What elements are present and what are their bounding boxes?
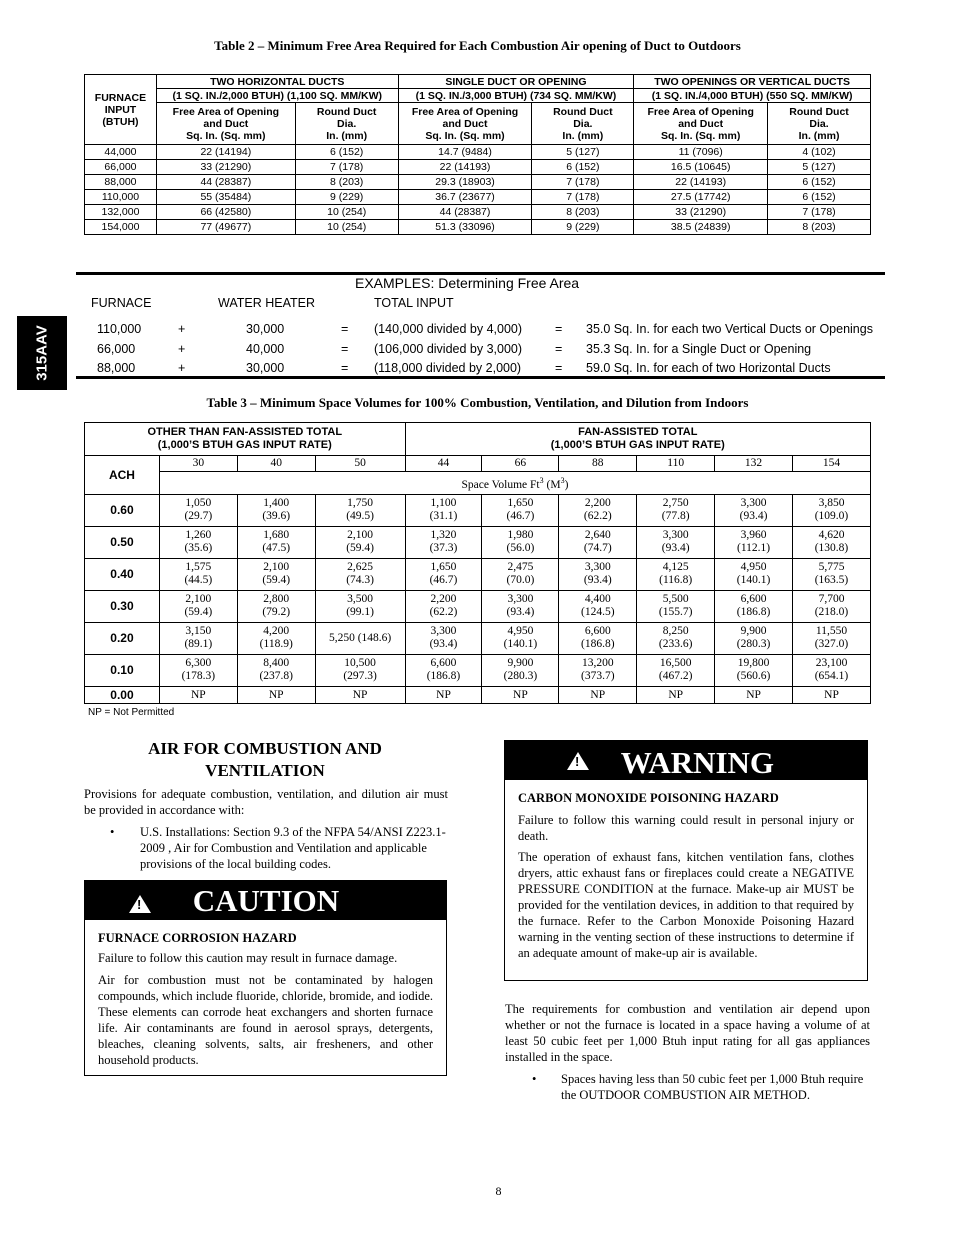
example-water-heater: 30,000 xyxy=(246,361,285,375)
volume-cell: 1,320 (37.3) xyxy=(405,526,482,558)
table3-header-other: OTHER THAN FAN-ASSISTED TOTAL (1,000’S BTUH GAS INPUT RATE) xyxy=(85,423,406,456)
round-duct-col-header: Round Duct Dia. In. (mm) xyxy=(768,103,871,145)
volume-cell: 1,650 (46.7) xyxy=(482,494,559,526)
example-plus: + xyxy=(178,341,186,356)
example-calc: (140,000 divided by 4,000) xyxy=(374,322,523,336)
table-cell: 44 (28387) xyxy=(398,205,532,220)
table-cell: 5 (127) xyxy=(532,145,634,160)
volume-cell: 2,200 (62.2) xyxy=(405,590,482,622)
example-result: 59.0 Sq. In. for each of two Horizontal Ducts xyxy=(586,361,831,375)
ach-value: 0.60 xyxy=(85,494,160,526)
table-cell: 7 (178) xyxy=(532,190,634,205)
example-water-heater: 30,000 xyxy=(246,322,285,336)
volume-cell: 16,500 (467.2) xyxy=(637,654,715,686)
volume-cell: 6,600 (186.8) xyxy=(559,622,637,654)
volume-cell: 4,950 (140.1) xyxy=(482,622,559,654)
volume-cell: NP xyxy=(793,686,871,703)
table-cell: 10 (254) xyxy=(295,205,398,220)
example-result: 35.3 Sq. In. for a Single Duct or Opening xyxy=(586,341,812,356)
volume-cell: 2,640 (74.7) xyxy=(559,526,637,558)
table-cell: 22 (14193) xyxy=(398,160,532,175)
volume-cell: 4,400 (124.5) xyxy=(559,590,637,622)
table-cell: 7 (178) xyxy=(768,205,871,220)
table-row xyxy=(85,190,871,205)
volume-cell: NP xyxy=(405,686,482,703)
input-rate-header: 154 xyxy=(793,456,871,472)
example-furnace: 88,000 xyxy=(97,361,136,375)
group-subtitle-horizontal: (1 SQ. IN./2,000 BTUH) (1,100 SQ. MM/KW) xyxy=(156,89,398,103)
table3-caption: Table 3 – Minimum Space Volumes for 100% Combustion, Ventilation, and Dilution from Indoors xyxy=(206,395,749,410)
input-rate-header: 132 xyxy=(715,456,793,472)
ach-header: ACH xyxy=(85,456,160,495)
ach-value: 0.40 xyxy=(85,558,160,590)
volume-cell: 8,400 (237.8) xyxy=(237,654,315,686)
caution-p2: Air for combustion must not be contaminated by halogen compounds, which include fluoride, chloride, bromide, and iodide. These elements can corrode heat exchangers and shorten furnace life. Air contaminants are found in aerosol sprays, detergents, bleaches, cleaning solvents, salts, air fresheners, and other household products. xyxy=(98,973,433,1067)
free-area-col-header: Free Area of Opening and Duct Sq. In. (Sq. mm) xyxy=(156,103,295,145)
volume-cell: 3,960 (112.1) xyxy=(715,526,793,558)
table-cell: 5 (127) xyxy=(768,160,871,175)
group-title-single: SINGLE DUCT OR OPENING xyxy=(398,75,634,89)
table-cell: 38.5 (24839) xyxy=(634,220,768,235)
ach-value: 0.10 xyxy=(85,654,160,686)
volume-cell: 4,620 (130.8) xyxy=(793,526,871,558)
table-cell: 6 (152) xyxy=(532,160,634,175)
table-row xyxy=(85,220,871,235)
requirements-bullet: • xyxy=(532,1072,537,1086)
volume-cell: 19,800 (560.6) xyxy=(715,654,793,686)
examples-bottom-rule xyxy=(76,376,885,379)
volume-cell: 5,775 (163.5) xyxy=(793,558,871,590)
volume-cell: 6,300 (178.3) xyxy=(159,654,237,686)
table3-header-fan-assisted: FAN-ASSISTED TOTAL (1,000’S BTUH GAS INPUT RATE) xyxy=(405,423,870,456)
table-cell: 36.7 (23677) xyxy=(398,190,532,205)
warning-p2: The operation of exhaust fans, kitchen ventilation fans, clothes dryers, attic exhaust fans or fireplaces could create a NEGATIVE PRESSURE CONDITION at the furnace. Make-up air MUST be provided for the ventilation devices, in addition to that required by the furnace. Refer to the Carbon Monoxide Poisoning Hazard warning in the venting section of these instructions to determine if an adequate amount of make-up air is available. xyxy=(518,850,854,960)
volume-cell: 2,750 (77.8) xyxy=(637,494,715,526)
table-cell: 7 (178) xyxy=(295,160,398,175)
input-rate-header: 50 xyxy=(315,456,405,472)
table2 xyxy=(84,74,871,235)
volume-cell: NP xyxy=(159,686,237,703)
volume-cell: NP xyxy=(637,686,715,703)
volume-cell: 3,150 (89.1) xyxy=(159,622,237,654)
volume-cell: 2,800 (79.2) xyxy=(237,590,315,622)
ach-value: 0.50 xyxy=(85,526,160,558)
volume-cell: 1,100 (31.1) xyxy=(405,494,482,526)
table-cell: 6 (152) xyxy=(295,145,398,160)
table-row xyxy=(85,654,871,686)
furnace-input-cell: 154,000 xyxy=(85,220,157,235)
volume-cell: 2,100 (59.4) xyxy=(315,526,405,558)
volume-cell: 1,680 (47.5) xyxy=(237,526,315,558)
examples-header-total-input: TOTAL INPUT xyxy=(374,296,454,310)
caution-title: CAUTION xyxy=(192,883,340,918)
example-plus: + xyxy=(178,322,186,336)
example-eq2: = xyxy=(555,361,563,375)
table-row xyxy=(85,145,871,160)
volume-cell: 3,500 (99.1) xyxy=(315,590,405,622)
table-cell: 9 (229) xyxy=(532,220,634,235)
volume-cell: 23,100 (654.1) xyxy=(793,654,871,686)
furnace-input-cell: 66,000 xyxy=(85,160,157,175)
example-eq: = xyxy=(341,361,349,375)
furnace-input-cell: 44,000 xyxy=(85,145,157,160)
furnace-input-header: FURNACE INPUT (BTUH) xyxy=(85,75,157,145)
table2-caption: Table 2 – Minimum Free Area Required for Each Combustion Air opening of Duct to Outdoors xyxy=(214,38,741,53)
table-cell: 9 (229) xyxy=(295,190,398,205)
volume-cell: 3,850 (109.0) xyxy=(793,494,871,526)
volume-cell: 1,650 (46.7) xyxy=(405,558,482,590)
volume-cell: 1,260 (35.6) xyxy=(159,526,237,558)
ach-value: 0.20 xyxy=(85,622,160,654)
volume-cell: 9,900 (280.3) xyxy=(715,622,793,654)
volume-cell: 2,100 (59.4) xyxy=(159,590,237,622)
volume-cell: 4,125 (116.8) xyxy=(637,558,715,590)
table-row xyxy=(85,526,871,558)
example-eq2: = xyxy=(555,322,563,336)
example-result: 35.0 Sq. In. for each two Vertical Ducts or Openings xyxy=(586,322,873,336)
volume-cell: 2,475 (70.0) xyxy=(482,558,559,590)
example-eq: = xyxy=(341,322,349,336)
input-rate-header: 40 xyxy=(237,456,315,472)
furnace-input-cell: 110,000 xyxy=(85,190,157,205)
table-cell: 6 (152) xyxy=(768,175,871,190)
air-section-heading: AIR FOR COMBUSTION AND VENTILATION xyxy=(148,739,382,780)
table-row xyxy=(85,160,871,175)
ach-value: 0.30 xyxy=(85,590,160,622)
table-cell: 44 (28387) xyxy=(156,175,295,190)
input-rate-header: 30 xyxy=(159,456,237,472)
examples-header-water-heater: WATER HEATER xyxy=(218,296,315,310)
table-row xyxy=(85,175,871,190)
table-cell: 4 (102) xyxy=(768,145,871,160)
table-cell: 8 (203) xyxy=(768,220,871,235)
table3 xyxy=(84,422,871,704)
table-cell: 66 (42580) xyxy=(156,205,295,220)
table-cell: 16.5 (10645) xyxy=(634,160,768,175)
table-cell: 22 (14193) xyxy=(634,175,768,190)
round-duct-col-header: Round Duct Dia. In. (mm) xyxy=(295,103,398,145)
volume-cell: NP xyxy=(559,686,637,703)
table-cell: 77 (49677) xyxy=(156,220,295,235)
warning-bar xyxy=(505,741,867,780)
ach-value: 0.00 xyxy=(85,686,160,703)
group-title-horizontal: TWO HORIZONTAL DUCTS xyxy=(156,75,398,89)
requirements-text: The requirements for combustion and ventilation air depend upon whether or not the furnace is located in a space having a volume of at least 50 cubic feet per 1,000 Btuh input rating for all gas appliances installed in the space. xyxy=(505,1002,870,1064)
input-rate-header: 44 xyxy=(405,456,482,472)
table-cell: 33 (21290) xyxy=(634,205,768,220)
volume-cell: 6,600 (186.8) xyxy=(715,590,793,622)
table-cell: 14.7 (9484) xyxy=(398,145,532,160)
example-eq2: = xyxy=(555,341,563,356)
caution-p1: Failure to follow this caution may result in furnace damage. xyxy=(98,951,398,965)
table-row xyxy=(85,558,871,590)
caution-hazard: FURNACE CORROSION HAZARD xyxy=(98,931,297,945)
volume-cell: 11,550 (327.0) xyxy=(793,622,871,654)
input-rate-header: 88 xyxy=(559,456,637,472)
group-subtitle-single: (1 SQ. IN./3,000 BTUH) (734 SQ. MM/KW) xyxy=(398,89,634,103)
volume-cell: 1,980 (56.0) xyxy=(482,526,559,558)
caution-box xyxy=(84,880,447,1076)
volume-cell: 13,200 (373.7) xyxy=(559,654,637,686)
table-row xyxy=(85,494,871,526)
warning-box xyxy=(504,740,868,981)
example-furnace: 110,000 xyxy=(97,322,142,336)
volume-cell: 3,300 (93.4) xyxy=(715,494,793,526)
example-calc: (118,000 divided by 2,000) xyxy=(374,361,522,375)
table-cell: 33 (21290) xyxy=(156,160,295,175)
table-cell: 27.5 (17742) xyxy=(634,190,768,205)
table-cell: 55 (35484) xyxy=(156,190,295,205)
round-duct-col-header: Round Duct Dia. In. (mm) xyxy=(532,103,634,145)
volume-cell: 1,750 (49.5) xyxy=(315,494,405,526)
warning-title: WARNING xyxy=(620,745,775,780)
example-calc: (106,000 divided by 3,000) xyxy=(374,341,523,356)
volume-cell: 6,600 (186.8) xyxy=(405,654,482,686)
table-cell: 11 (7096) xyxy=(634,145,768,160)
example-eq: = xyxy=(341,341,349,356)
table-row xyxy=(85,622,871,654)
volume-cell: 5,250 (148.6) xyxy=(315,622,405,654)
warning-hazard: CARBON MONOXIDE POISONING HAZARD xyxy=(518,791,779,805)
alert-triangle-icon: ! xyxy=(129,895,151,913)
air-section-bullet: • xyxy=(110,825,115,839)
example-plus: + xyxy=(178,361,186,375)
volume-cell: 2,100 (59.4) xyxy=(237,558,315,590)
volume-cell: 2,200 (62.2) xyxy=(559,494,637,526)
space-volume-label: Space Volume Ft$^3$ $(M^3)$ xyxy=(159,472,870,495)
volume-cell: NP xyxy=(482,686,559,703)
model-side-tab: 315AAV xyxy=(17,316,67,390)
volume-cell: NP xyxy=(237,686,315,703)
alert-triangle-icon: ! xyxy=(567,752,589,770)
group-subtitle-vertical: (1 SQ. IN./4,000 BTUH) (550 SQ. MM/KW) xyxy=(634,89,871,103)
volume-cell: 1,400 (39.6) xyxy=(237,494,315,526)
volume-cell: 5,500 (155.7) xyxy=(637,590,715,622)
warning-p1: Failure to follow this warning could result in personal injury or death. xyxy=(518,813,854,843)
furnace-input-cell: 132,000 xyxy=(85,205,157,220)
free-area-col-header: Free Area of Opening and Duct Sq. In. (Sq. mm) xyxy=(398,103,532,145)
volume-cell: 3,300 (93.4) xyxy=(405,622,482,654)
input-rate-header: 110 xyxy=(637,456,715,472)
volume-cell: 4,950 (140.1) xyxy=(715,558,793,590)
examples-header-furnace: FURNACE xyxy=(91,296,152,310)
group-title-vertical: TWO OPENINGS OR VERTICAL DUCTS xyxy=(634,75,871,89)
input-rate-header: 66 xyxy=(482,456,559,472)
table-cell: 6 (152) xyxy=(768,190,871,205)
volume-cell: 1,050 (29.7) xyxy=(159,494,237,526)
table-cell: 10 (254) xyxy=(295,220,398,235)
caution-bar xyxy=(85,881,446,920)
table-cell: 51.3 (33096) xyxy=(398,220,532,235)
table-cell: 8 (203) xyxy=(532,205,634,220)
volume-cell: NP xyxy=(715,686,793,703)
volume-cell: 3,300 (93.4) xyxy=(559,558,637,590)
table-row-np xyxy=(85,686,871,703)
table-cell: 8 (203) xyxy=(295,175,398,190)
example-furnace: 66,000 xyxy=(97,341,136,356)
volume-cell: 3,300 (93.4) xyxy=(482,590,559,622)
volume-cell: 10,500 (297.3) xyxy=(315,654,405,686)
furnace-input-cell: 88,000 xyxy=(85,175,157,190)
volume-cell: 2,625 (74.3) xyxy=(315,558,405,590)
air-section-intro: Provisions for adequate combustion, ventilation, and dilution air must be provided in accordance with: xyxy=(84,787,448,817)
volume-cell: 7,700 (218.0) xyxy=(793,590,871,622)
volume-cell: NP xyxy=(315,686,405,703)
air-section-bullet-text: U.S. Installations: Section 9.3 of the NFPA 54/ANSI Z223.1-2009 , Air for Combustion and Ventilation and applicable provisions of the local building codes. xyxy=(140,825,446,871)
volume-cell: 1,575 (44.5) xyxy=(159,558,237,590)
volume-cell: 4,200 (118.9) xyxy=(237,622,315,654)
table-cell: 29.3 (18903) xyxy=(398,175,532,190)
table-row xyxy=(85,590,871,622)
example-water-heater: 40,000 xyxy=(246,341,285,356)
np-footnote: NP = Not Permitted xyxy=(88,707,175,718)
page-number: 8 xyxy=(495,1184,502,1198)
table-cell: 7 (178) xyxy=(532,175,634,190)
requirements-bullet-text: Spaces having less than 50 cubic feet per 1,000 Btuh require the OUTDOOR COMBUSTION AIR METHOD. xyxy=(561,1072,864,1102)
volume-cell: 9,900 (280.3) xyxy=(482,654,559,686)
free-area-col-header: Free Area of Opening and Duct Sq. In. (Sq. mm) xyxy=(634,103,768,145)
volume-cell: 8,250 (233.6) xyxy=(637,622,715,654)
table-cell: 22 (14194) xyxy=(156,145,295,160)
table-row xyxy=(85,205,871,220)
volume-cell: 3,300 (93.4) xyxy=(637,526,715,558)
examples-title: EXAMPLES: Determining Free Area xyxy=(355,275,580,291)
